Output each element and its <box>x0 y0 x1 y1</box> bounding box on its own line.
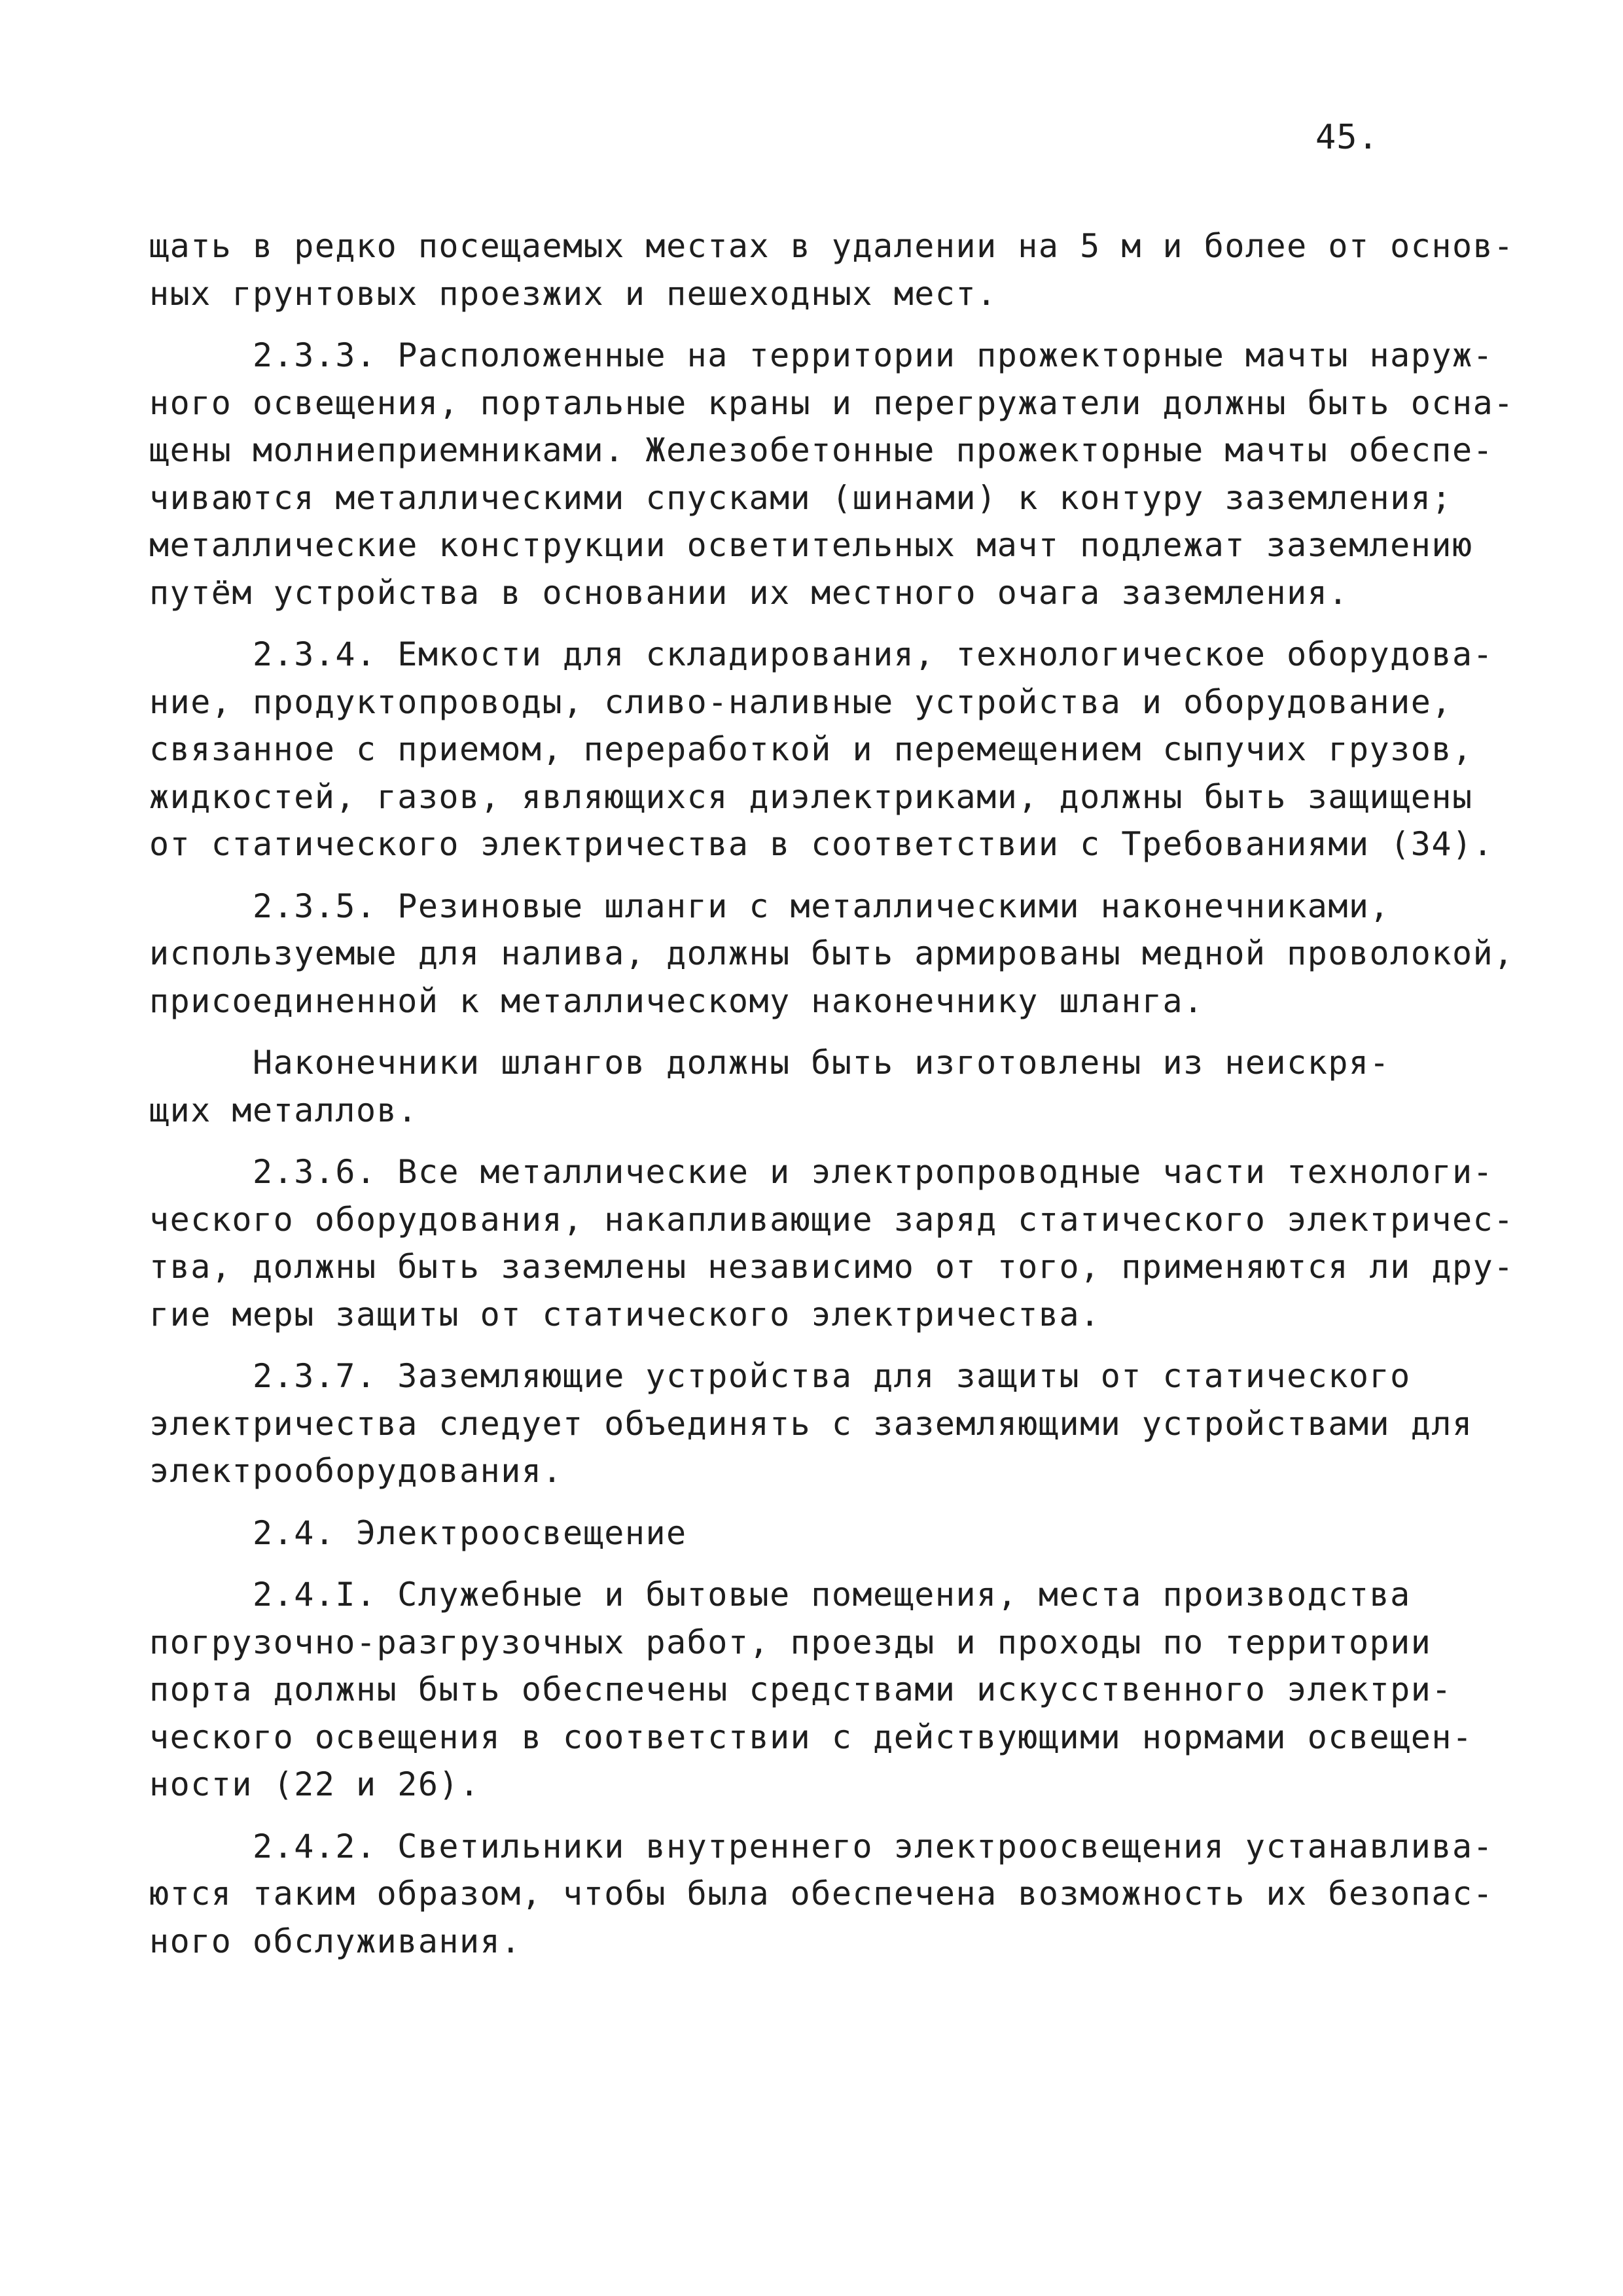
text-line: порта должны быть обеспечены средствами искусственного электри- <box>149 1670 1452 1708</box>
paragraph-2-4-1 <box>149 1571 1510 1809</box>
paragraph-2-3-4 <box>149 631 1510 868</box>
text-line: гие меры защиты от статического электричества. <box>149 1295 1101 1333</box>
text-line: чиваются металлическими спусками (шинами) к контуру заземления; <box>149 478 1452 517</box>
text-line: щать в редко посещаемых местах в удалении на 5 м и более от основ- <box>149 227 1514 265</box>
section-heading: 2.4. Электроосвещение <box>253 1513 687 1552</box>
paragraph-hose-tips <box>149 1039 1510 1134</box>
text-line: ности (22 и 26). <box>149 1765 480 1803</box>
text-line: от статического электричества в соответствии с Требованиями (34). <box>149 825 1494 863</box>
text-line: связанное с приемом, переработкой и перемещением сыпучих грузов, <box>149 730 1473 768</box>
text-line: электричества следует объединять с заземляющими устройствами для <box>149 1404 1473 1443</box>
paragraph-2-3-7 <box>149 1352 1510 1495</box>
paragraph-continuation <box>149 222 1514 317</box>
text-line: 2.3.7. Заземляющие устройства для защиты от статического <box>253 1357 1411 1395</box>
text-line: щих металлов. <box>149 1091 418 1129</box>
text-line: металлические конструкции осветительных мачт подлежат заземлению <box>149 526 1473 564</box>
text-line: 2.4.2. Светильники внутреннего электроосвещения устанавлива- <box>253 1827 1494 1865</box>
text-line: ние, продуктопроводы, сливо-наливные устройства и оборудование, <box>149 682 1452 721</box>
text-line: ются таким образом, чтобы была обеспечена возможность их безопас- <box>149 1875 1494 1913</box>
paragraph-2-3-5 <box>149 883 1514 1025</box>
text-line: путём устройства в основании их местного очага заземления. <box>149 573 1349 612</box>
text-line: щены молниеприемниками. Железобетонные прожекторные мачты обеспе- <box>149 431 1494 469</box>
paragraph-2-3-3 <box>149 332 1514 616</box>
text-line: электрооборудования. <box>149 1452 563 1490</box>
text-line: 2.3.6. Все металлические и электропроводные части технологи- <box>253 1153 1494 1191</box>
paragraph-2-3-6 <box>149 1148 1514 1338</box>
text-line: 2.3.5. Резиновые шланги с металлическими наконечниками, <box>253 887 1391 925</box>
paragraph-2-4-2 <box>149 1823 1510 1966</box>
text-line: тва, должны быть заземлены независимо от того, применяются ли дру- <box>149 1248 1514 1286</box>
text-line: ного освещения, портальные краны и перегружатели должны быть осна- <box>149 383 1514 422</box>
page-number: 45. <box>1315 118 1379 157</box>
section-heading-2-4 <box>149 1510 1510 1557</box>
text-line: Наконечники шлангов должны быть изготовлены из неискря- <box>253 1044 1391 1082</box>
text-line: ного обслуживания. <box>149 1922 522 1960</box>
text-line: используемые для налива, должны быть армированы медной проволокой, <box>149 934 1514 972</box>
text-line: ных грунтовых проезжих и пешеходных мест. <box>149 274 997 313</box>
text-line: 2.4.I. Служебные и бытовые помещения, места производства <box>253 1576 1411 1614</box>
document-body <box>149 222 1514 1965</box>
text-line: погрузочно-разгрузочных работ, проезды и проходы по территории <box>149 1623 1432 1661</box>
text-line: ческого оборудования, накапливающие заряд статического электричес- <box>149 1200 1514 1239</box>
text-line: 2.3.3. Расположенные на территории прожекторные мачты наруж- <box>253 336 1494 374</box>
text-line: жидкостей, газов, являющихся диэлектриками, должны быть защищены <box>149 777 1473 816</box>
text-line: присоединенной к металлическому наконечнику шланга. <box>149 981 1204 1020</box>
text-line: ческого освещения в соответствии с действующими нормами освещен- <box>149 1718 1473 1756</box>
text-line: 2.3.4. Емкости для складирования, технологическое оборудова- <box>253 635 1494 673</box>
